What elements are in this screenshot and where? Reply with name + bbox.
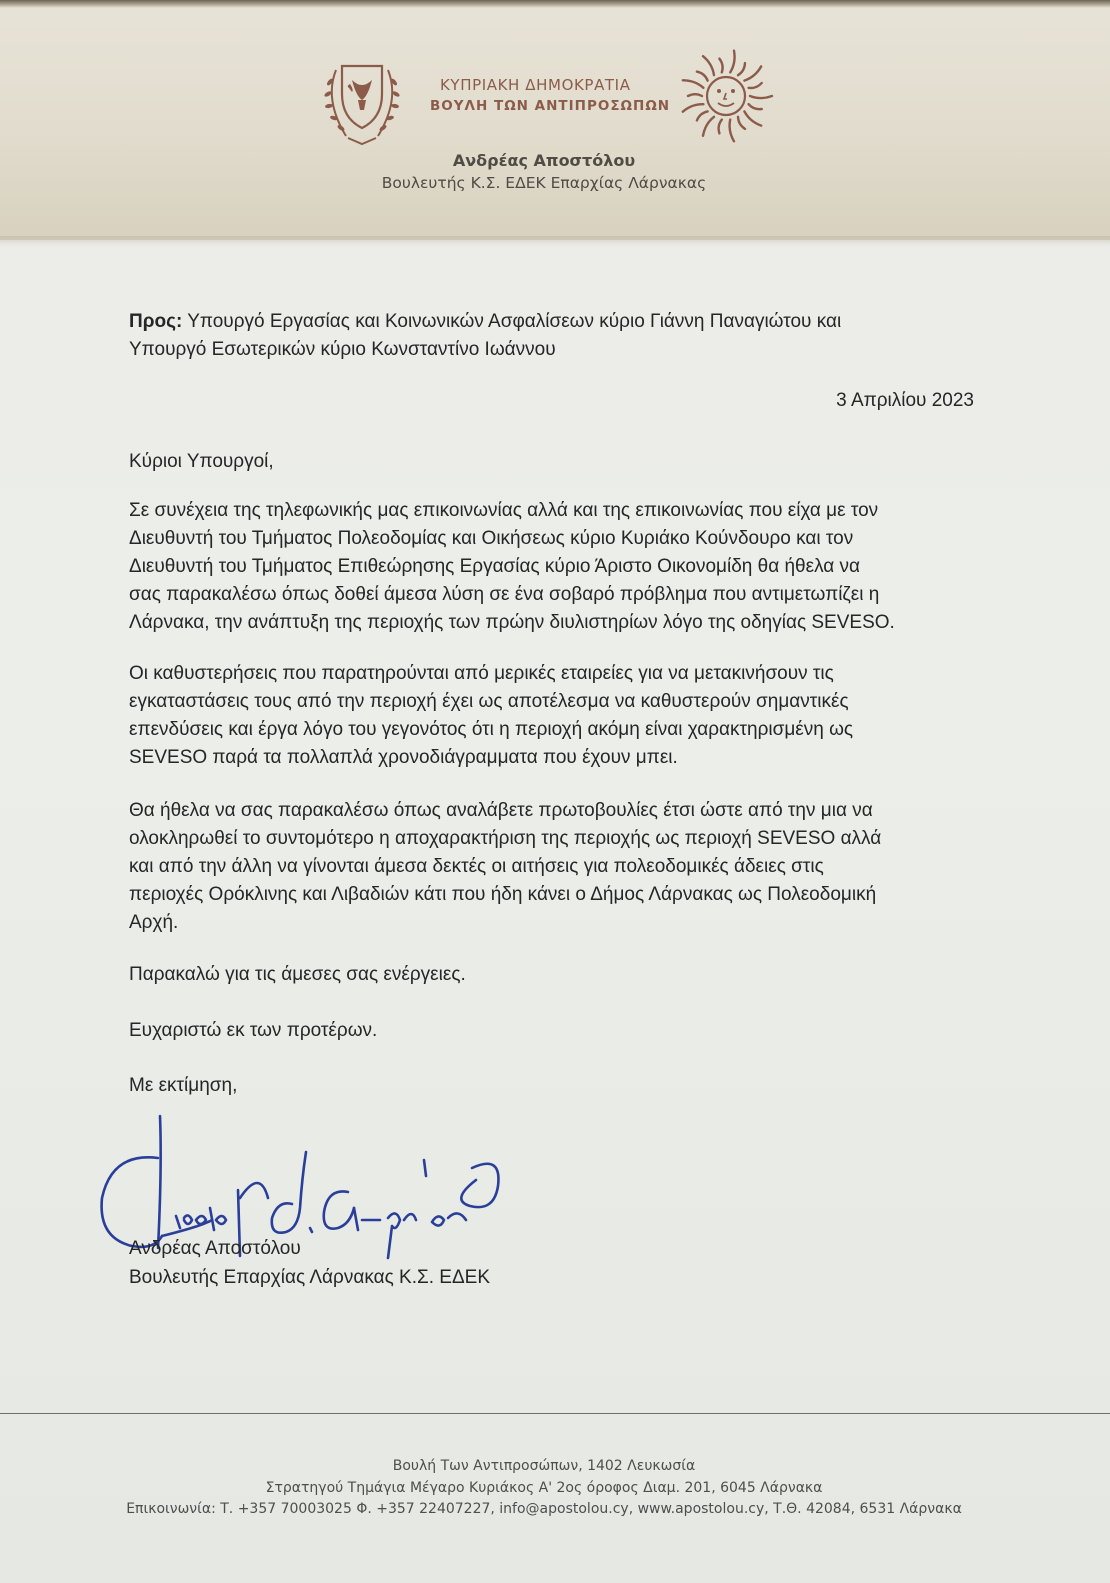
page-top-shadow — [0, 0, 1110, 8]
sun-ray — [703, 117, 714, 136]
footer-contact: Επικοινωνία: Τ. +357 70003025 Φ. +357 22407227, info@apostolou.cy, www.apostolou.cy, Τ.Θ. 42084, 6531 Λάρνακα — [126, 1501, 962, 1517]
paragraph-2 — [129, 660, 853, 772]
letterhead-band — [0, 0, 1110, 240]
salutation: Κύριοι Υπουργοί, — [129, 451, 274, 472]
sun-ray — [719, 59, 722, 73]
sun-ray — [744, 66, 761, 80]
sun-ray — [697, 111, 708, 120]
sun-ray — [750, 96, 772, 98]
paragraph-2-line: SEVESO παρά τα πολλαπλά χρονοδιάγραμματα που έχουν μπει. — [129, 747, 678, 768]
header-member-name: Ανδρέας Αποστόλου — [452, 151, 636, 170]
sun-ray — [688, 94, 702, 96]
paragraph-3-line: ολοκληρωθεί το συντομότερο η αποχαρακτήριση της περιοχής ως περιοχή SEVESO αλλά — [129, 828, 882, 849]
parliament-sun-emblem-icon — [678, 46, 774, 146]
house-name: ΒΟΥΛΗ ΤΩΝ ΑΝΤΙΠΡΟΣΩΠΩΝ — [430, 98, 671, 114]
paragraph-1-line: Λάρνακα, την ανάπτυξη της περιοχής των πρώην διυλιστηρίων λόγο της οδηγίας SEVESO. — [129, 612, 895, 633]
sun-ray — [744, 111, 761, 125]
recipient-line-2: Υπουργό Εσωτερικών κύριο Κωνσταντίνο Ιωάννου — [129, 339, 556, 360]
paragraph-1-line: σας παρακαλέσω όπως δοθεί άμεσα λύση σε ένα σοβαρό πρόβλημα που αντιμετωπίζει η — [129, 584, 880, 605]
header-member-title: Βουλευτής Κ.Σ. ΕΔΕΚ Επαρχίας Λάρνακας — [381, 174, 707, 192]
sun-ray — [738, 117, 745, 129]
paragraph-3-line: Αρχή. — [129, 912, 179, 933]
paragraph-2-line: Οι καθυστερήσεις που παρατηρούνται από μερικές εταιρείες για να μετακινήσουν τις — [129, 663, 834, 684]
sun-ray — [749, 83, 762, 88]
sun-ray — [749, 104, 762, 109]
paragraph-2-line: επενδύσεις και έργα λόγο του γεγονότος ότι η περιοχή ακόμη είναι χαρακτηρισμένη ως — [129, 719, 854, 740]
sun-ray — [738, 63, 745, 75]
sun-ray — [730, 120, 734, 142]
sun-ray — [703, 56, 714, 75]
recipient-text-1: Υπουργό Εργασίας και Κοινωνικών Ασφαλίσεων κύριο Γιάννη Παναγιώτου και — [182, 311, 842, 332]
sun-ray — [697, 72, 708, 81]
recipient-block — [129, 308, 841, 364]
paragraph-1 — [129, 497, 895, 637]
to-label: Προς: — [129, 311, 183, 332]
paragraph-3-line: και από την άλλη να γίνονται άμεσα δεκτές οι αιτήσεις για πολεοδομικές άδειες στις — [129, 856, 824, 877]
footer-address-2: Στρατηγού Τημάγια Μέγαρο Κυριάκος Α' 2ος όροφος Διαμ. 201, 6045 Λάρνακα — [265, 1480, 823, 1496]
cyprus-coat-of-arms-icon — [316, 56, 408, 148]
closing: Με εκτίμηση, — [129, 1075, 238, 1096]
republic-name: ΚΥΠΡΙΑΚΗ ΔΗΜΟΚΡΑΤΙΑ — [440, 76, 631, 94]
paragraph-3-line: Θα ήθελα να σας παρακαλέσω όπως αναλάβετε πρωτοβουλίες έτσι ώστε από την μια να — [129, 800, 873, 821]
paragraph-1-line: Σε συνέχεια της τηλεφωνικής μας επικοινωνίας αλλά και της επικοινωνίας που είχα με τον — [129, 500, 879, 521]
sun-ray — [719, 120, 722, 134]
paragraph-1-line: Διευθυντή του Τμήματος Επιθεώρησης Εργασίας κύριο Άριστο Οικονομίδη θα ήθελα να — [129, 556, 861, 577]
signer-title: Βουλευτής Επαρχίας Λάρνακας Κ.Σ. ΕΔΕΚ — [129, 1267, 490, 1288]
paragraph-3 — [129, 797, 881, 937]
paragraph-4: Παρακαλώ για τις άμεσες σας ενέργειες. — [129, 964, 466, 985]
paragraph-1-line: Διευθυντή του Τμήματος Πολεοδομίας και Οικήσεως κύριο Κυριάκο Κούνδουρο και τον — [129, 528, 854, 549]
signer-name: Ανδρέας Αποστόλου — [129, 1238, 301, 1259]
paragraph-5: Ευχαριστώ εκ των προτέρων. — [129, 1020, 378, 1041]
sun-ray — [730, 51, 734, 73]
paragraph-3-line: περιοχές Ορόκλινης και Λιβαδιών κάτι που ήδη κάνει ο Δήμος Λάρνακας ως Πολεοδομική — [129, 884, 877, 905]
paragraph-2-line: εγκαταστάσεις τους από την περιοχή έχει ως αποτέλεσμα να καθυστερούν σημαντικές — [129, 691, 849, 712]
sun-ray — [683, 104, 704, 112]
footer-divider — [0, 1413, 1110, 1414]
letterhead-edge — [0, 236, 1110, 246]
letter-date: 3 Απριλίου 2023 — [836, 390, 974, 411]
sun-ray — [683, 80, 704, 88]
recipient-line-1 — [129, 308, 841, 336]
footer-address-1: Βουλή Των Αντιπροσώπων, 1402 Λευκωσία — [392, 1458, 696, 1474]
